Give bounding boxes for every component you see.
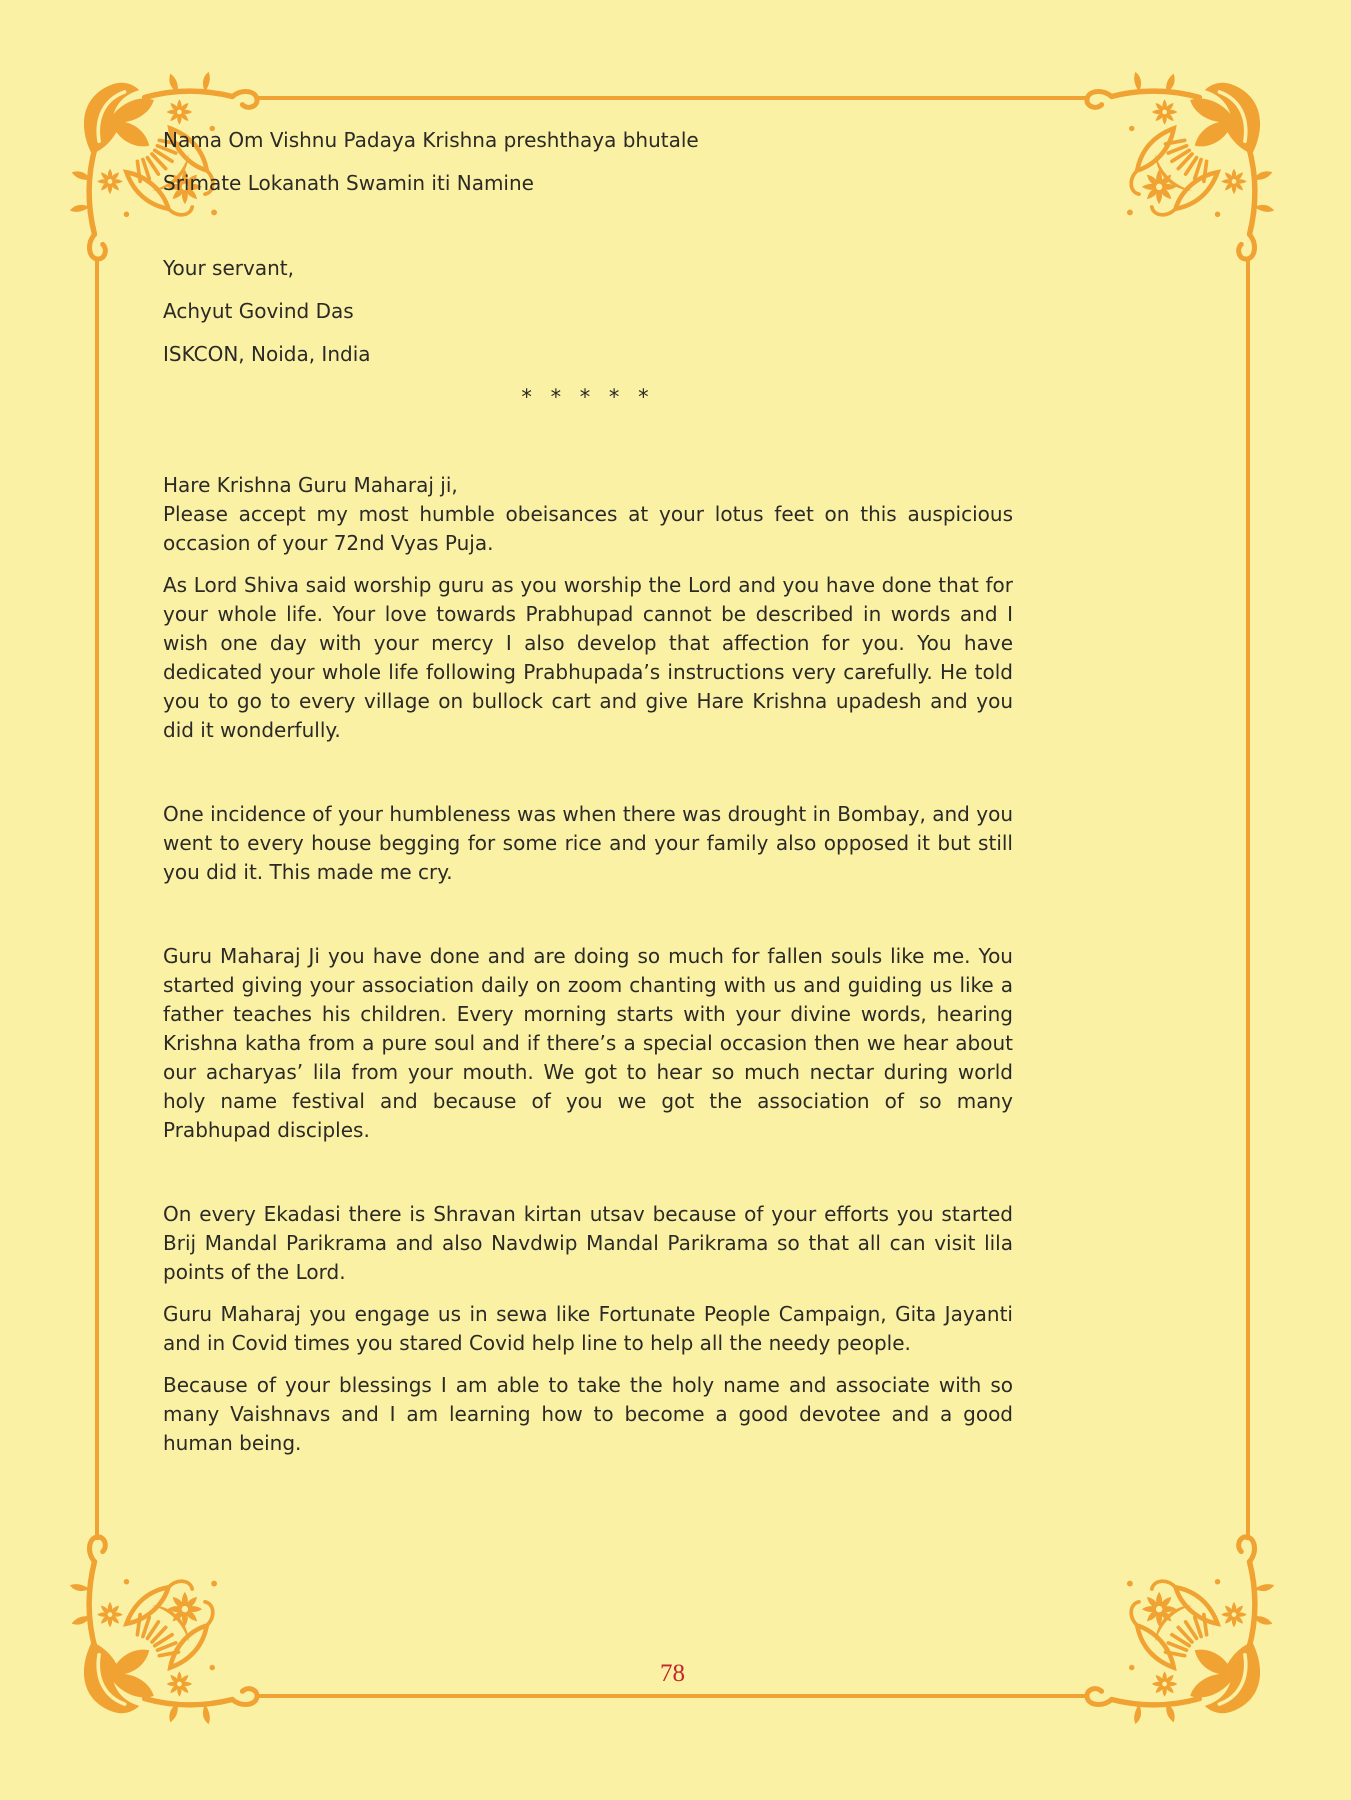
letter-paragraph: Guru Maharaj Ji you have done and are doing so much for fallen souls like me. You started giving your association daily on zoom chanting with us and guiding us like a father teaches his children. Every morning starts with your divine words, hearing Krishna katha from a pure soul and if there’s a special occasion then we hear about our acharyas’ lila from your mouth. We got to hear so much nectar during world holy name festival and because of you we got the association of so many Prabhupad disciples.: [163, 944, 1013, 1142]
floral-corner-ornament-top-right: [1066, 70, 1276, 280]
mantra-line: Nama Om Vishnu Padaya Krishna preshthaya bhutale: [163, 128, 699, 152]
floral-corner-ornament-bottom-left: [68, 1516, 278, 1726]
floral-corner-ornament-bottom-right: [1066, 1516, 1276, 1726]
letter-paragraph: Guru Maharaj you engage us in sewa like Fortunate People Campaign, Gita Jayanti and in Covid times you stared Covid help line to help all the needy people.: [163, 1302, 1013, 1355]
border-line-right: [1246, 258, 1250, 1540]
signoff-block: [163, 254, 1013, 369]
border-line-left: [95, 258, 99, 1540]
letter-paragraph: On every Ekadasi there is Shravan kirtan utsav because of your efforts you started Brij Mandal Parikrama and also Navdwip Mandal Parikrama so that all can visit lila points of the Lord.: [163, 1202, 1013, 1284]
signoff-line: Your servant,: [163, 256, 294, 280]
letter-paragraph: As Lord Shiva said worship guru as you worship the Lord and you have done that for your whole life. Your love towards Prabhupad cannot be described in words and I wish one day with your mercy I also develop that affection for you. You have dedicated your whole life following Prabhupada’s instructions very carefully. He told you to go to every village on bullock cart and give Hare Krishna upadesh and you did it wonderfully.: [163, 573, 1013, 742]
signoff-line: Achyut Govind Das: [163, 299, 354, 323]
letter-paragraph: One incidence of your humbleness was when there was drought in Bombay, and you went to every house begging for some rice and your family also opposed it but still you did it. This made me cry.: [163, 802, 1013, 884]
section-separator: * * * * *: [521, 385, 655, 409]
border-line-bottom: [258, 1694, 1086, 1698]
mantra-line: Srimate Lokanath Swamin iti Namine: [163, 171, 534, 195]
signoff-line: ISKCON, Noida, India: [163, 342, 371, 366]
border-line-top: [258, 96, 1086, 100]
letter-paragraph: Please accept my most humble obeisances at your lotus feet on this auspicious occasion of your 72nd Vyas Puja.: [163, 502, 1013, 555]
mantra-block: [163, 126, 1013, 198]
letter-paragraph: Because of your blessings I am able to take the holy name and associate with so many Vaishnavs and I am learning how to become a good devotee and a good human being.: [163, 1373, 1013, 1455]
letter-content: [163, 126, 1013, 1471]
page-number: 78: [660, 1660, 685, 1687]
salutation: Hare Krishna Guru Maharaj ji,: [163, 473, 458, 497]
